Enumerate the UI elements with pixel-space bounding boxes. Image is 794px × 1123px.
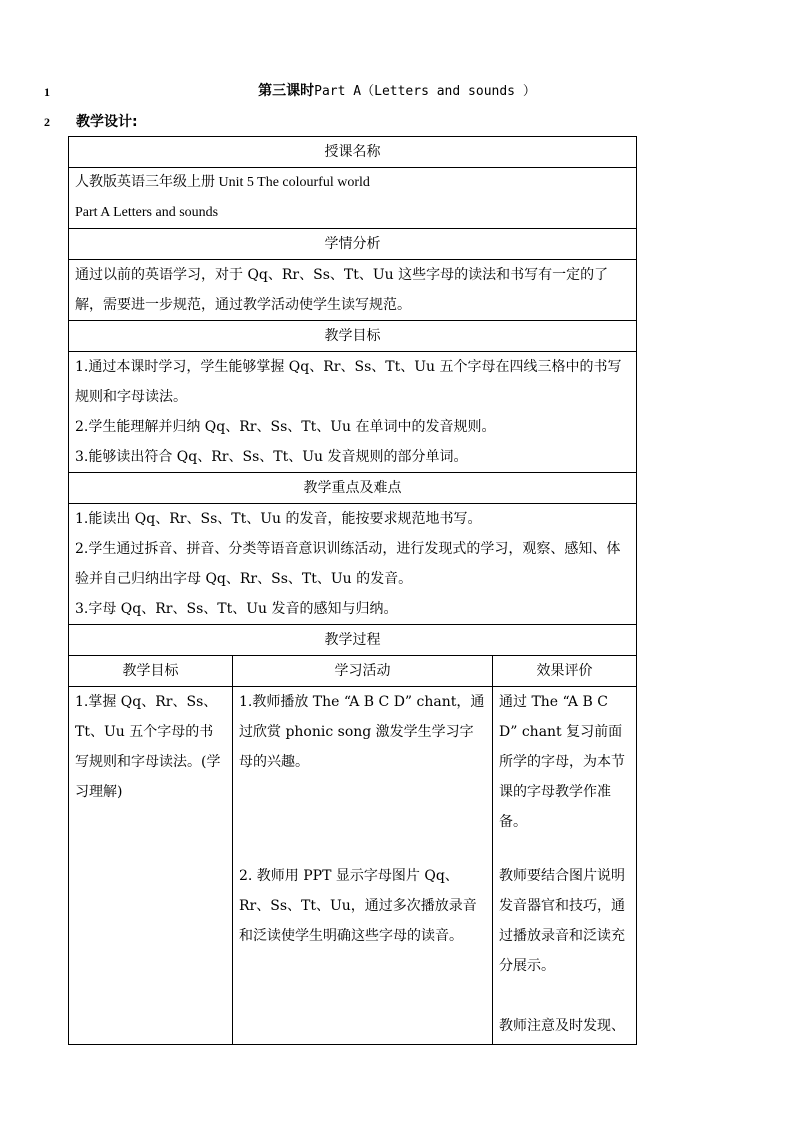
evaluation-item-1: 通过 The “A B C D” chant 复习前面所学的字母，为本节课的字母教学作准备。 [499, 694, 625, 830]
process-header: 教学过程 [69, 625, 637, 656]
process-evaluation-cell [493, 687, 637, 1045]
course-name-line2: Part A Letters and sounds [75, 205, 219, 220]
line-number-1: 1 [44, 85, 50, 99]
column-header-goal: 教学目标 [69, 656, 233, 687]
analysis-text: 通过以前的英语学习，对于 Qq、Rr、Ss、Tt、Uu 这些字母的读法和书写有一定的了解，需要进一步规范，通过教学活动使学生读写规范。 [69, 260, 637, 321]
key-point-item: 2.学生通过拆音、拼音、分类等语音意识训练活动，进行发现式的学习，观察、感知、体验并自己归纳出字母 Qq、Rr、Ss、Tt、Uu 的发音。 [75, 541, 621, 587]
analysis-header: 学情分析 [69, 229, 637, 260]
line-number-2: 2 [44, 115, 50, 129]
goals-header: 教学目标 [69, 321, 637, 352]
activity-item-1: 1.教师播放 The “A B C D” chant，通过欣赏 phonic song 激发学生学习字母的兴趣。 [239, 694, 485, 770]
evaluation-item-3: 教师注意及时发现、 [499, 1018, 625, 1034]
column-header-activity: 学习活动 [233, 656, 493, 687]
lesson-plan-table [68, 136, 637, 1045]
activity-item-2: 2. 教师用 PPT 显示字母图片 Qq、Rr、Ss、Tt、Uu，通过多次播放录音和泛读使学生明确这些字母的读音。 [239, 868, 477, 944]
goals-cell [69, 352, 637, 473]
goal-item: 1.通过本课时学习，学生能够掌握 Qq、Rr、Ss、Tt、Uu 五个字母在四线三格中的书写规则和字母读法。 [75, 359, 622, 405]
title-chinese: 第三课时 [258, 83, 315, 99]
goal-item: 2.学生能理解并归纳 Qq、Rr、Ss、Tt、Uu 在单词中的发音规则。 [75, 419, 496, 435]
goal-item: 3.能够读出符合 Qq、Rr、Ss、Tt、Uu 发音规则的部分单词。 [75, 449, 468, 465]
section-heading: 教学设计: [76, 114, 138, 130]
course-name-cell [69, 168, 637, 229]
process-activity-cell [233, 687, 493, 1045]
title-english: Part A（Letters and sounds ） [314, 84, 536, 99]
evaluation-item-2: 教师要结合图片说明发音器官和技巧，通过播放录音和泛读充分展示。 [499, 868, 625, 974]
key-points-cell [69, 504, 637, 625]
column-header-evaluation: 效果评价 [493, 656, 637, 687]
key-points-header: 教学重点及难点 [69, 473, 637, 504]
process-goal-cell [69, 687, 233, 1045]
page-title [0, 80, 794, 100]
course-name-line1: 人教版英语三年级上册 Unit 5 The colourful world [75, 175, 370, 190]
process-goal-text: 1.掌握 Qq、Rr、Ss、Tt、Uu 五个字母的书写规则和字母读法。(学习理解) [75, 694, 221, 800]
course-name-header: 授课名称 [69, 137, 637, 168]
key-point-item: 3.字母 Qq、Rr、Ss、Tt、Uu 发音的感知与归纳。 [75, 601, 398, 617]
key-point-item: 1.能读出 Qq、Rr、Ss、Tt、Uu 的发音，能按要求规范地书写。 [75, 511, 482, 527]
